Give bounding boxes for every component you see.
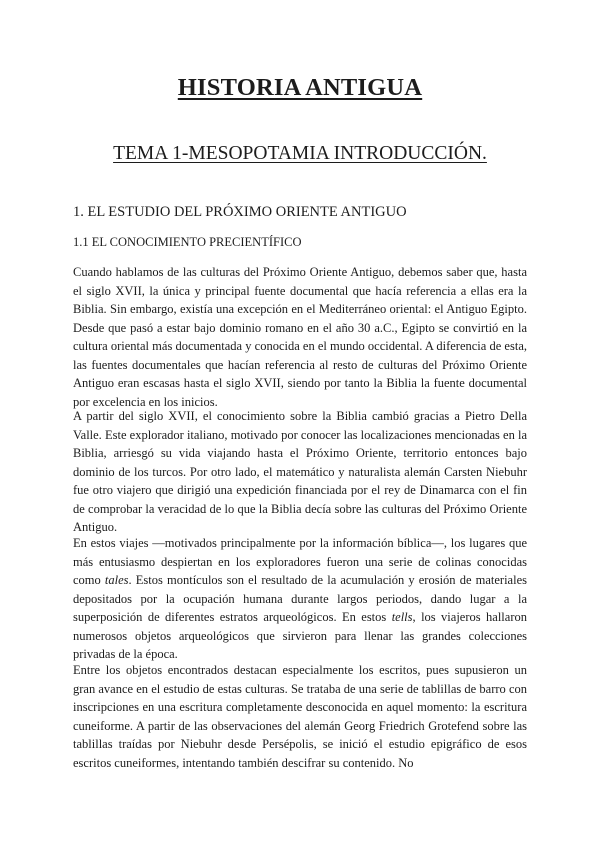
paragraph-2: A partir del siglo XVII, el conocimiento sobre la Biblia cambió gracias a Pietro Della Valle. Este explorador italiano, motivado por conocer las localizaciones mencionadas en la Biblia, arriesgó su vida viajando hasta el Próximo Oriente, territorio entonces bajo dominio de los turcos. Por otro lado, el matemático y naturalista alemán Carsten Niebuhr fue otro viajero que dirigió una expedición financiada por el rey de Dinamarca con el fin de comprobar la veracidad de lo que la Biblia decía sobre las culturas del Próximo Oriente Antiguo. bbox=[73, 409, 527, 534]
subsection-heading: 1.1 EL CONOCIMIENTO PRECIENTÍFICO bbox=[73, 235, 302, 249]
paragraph-1: Cuando hablamos de las culturas del Próximo Oriente Antiguo, debemos saber que, hasta el siglo XVII, la única y principal fuente documental que hacía referencia a ellas era la Biblia. Sin embargo, existía una excepción en el Mediterráneo oriental: el Antiguo Egipto. Desde que pasó a estar bajo dominio romano en el año 30 a.C., Egipto se convirtió en la cultura oriental más documentada y conocida en el mundo occidental. A diferencia de esta, las fuentes documentales que hacían referencia al resto de culturas del Próximo Oriente Antiguo eran escasas hasta el siglo XVII, siendo por tanto la Biblia la fuente documental por excelencia en los inicios. bbox=[73, 265, 527, 409]
paragraph-3-text-c: , los viajeros hallaron numerosos objetos arqueológicos que sirvieron para llenar las grandes colecciones privadas de la época. bbox=[73, 610, 527, 661]
document-title: HISTORIA ANTIGUA bbox=[177, 74, 423, 101]
paragraph-4: Entre los objetos encontrados destacan especialmente los escritos, pues supusieron un gran avance en el estudio de estas culturas. Se trataba de una serie de tablillas de barro con inscripciones en una escritura completamente desconocida en aquel momento: la escritura cuneiforme. A partir de las observaciones del alemán Georg Friedrich Grotefend sobre las tablillas traídas por Niebuhr desde Persépolis, se inició el estudio epigráfico de esos escritos cuneiformes, intentando también descifrar su contenido. No bbox=[73, 663, 527, 770]
paragraph-3-italic-tells: tells bbox=[391, 610, 413, 624]
topic-title: TEMA 1-MESOPOTAMIA INTRODUCCIÓN. bbox=[113, 143, 487, 164]
paragraph-3-text-b: . Estos montículos son el resultado de la acumulación y erosión de materiales depositados por la ocupación humana durante largos periodos, dando lugar a la superposición de diferentes estratos arqueológicos. En estos bbox=[73, 573, 527, 624]
section-heading: 1. EL ESTUDIO DEL PRÓXIMO ORIENTE ANTIGUO bbox=[73, 204, 407, 220]
paragraph-3 bbox=[73, 534, 527, 664]
paragraph-3-italic-tales: tales bbox=[104, 573, 129, 587]
paragraph-3-text-a: En estos viajes —motivados principalmente por la información bíblica—, los lugares que más entusiasmo despiertan en los exploradores fueron una serie de colinas conocidas como bbox=[73, 536, 527, 587]
